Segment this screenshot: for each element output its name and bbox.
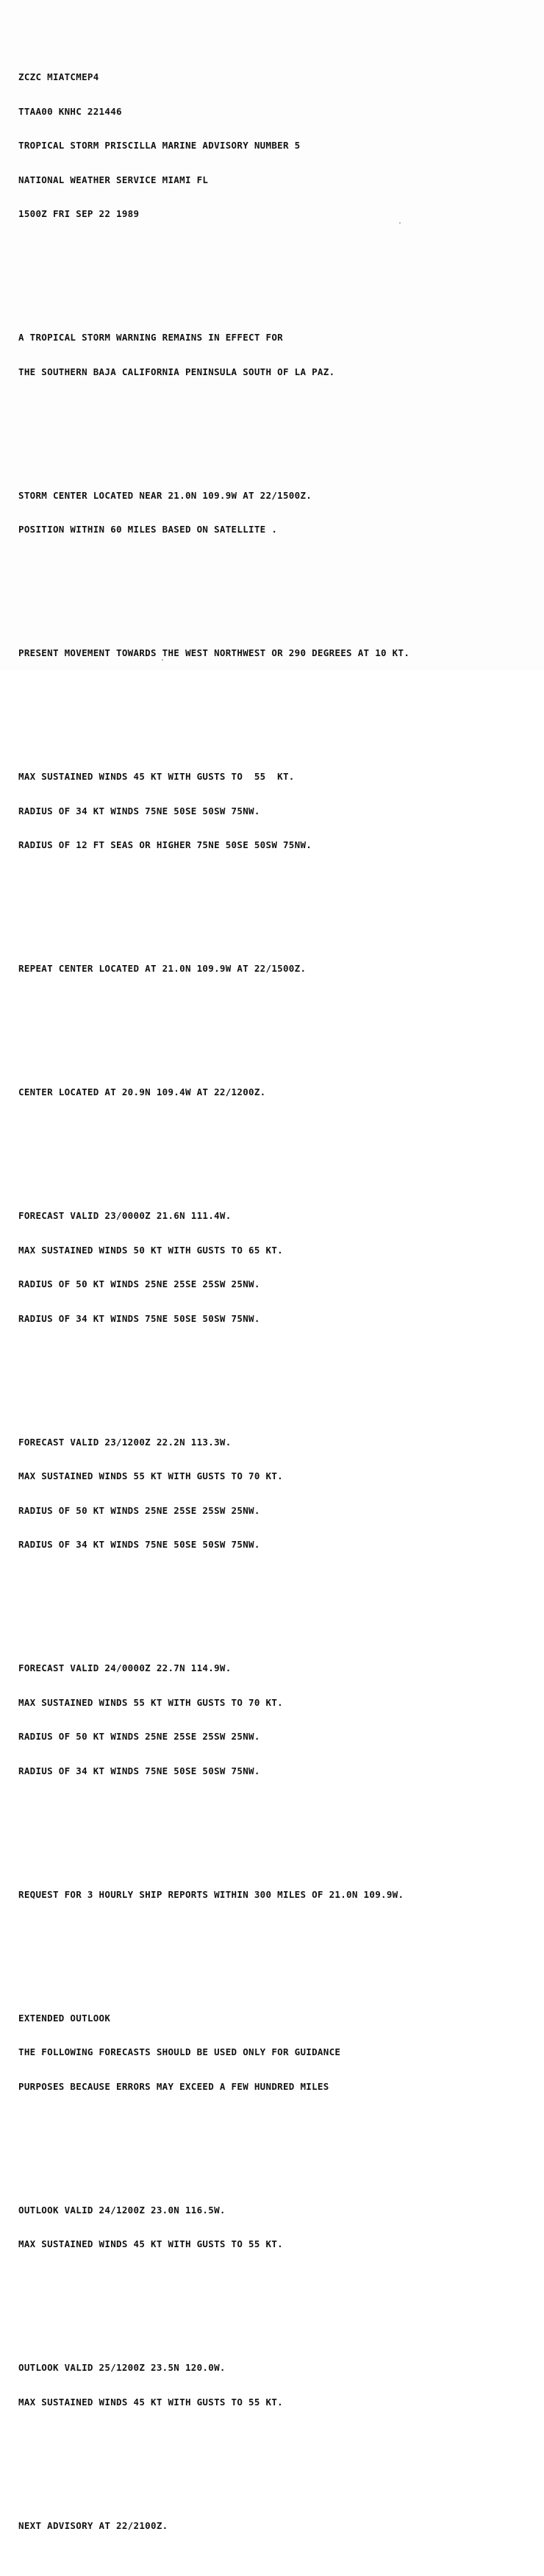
- header-line: NATIONAL WEATHER SERVICE MIAMI FL: [18, 174, 209, 185]
- extended-line: EXTENDED OUTLOOK: [18, 2012, 111, 2024]
- outlook-line: OUTLOOK VALID 25/1200Z 23.5N 120.0W.: [18, 2362, 226, 2373]
- forecast-line: FORECAST VALID 23/0000Z 21.6N 111.4W.: [18, 1210, 232, 1221]
- forecast-line: RADIUS OF 50 KT WINDS 25NE 25SE 25SW 25NW.: [18, 1278, 260, 1289]
- forecast-line: MAX SUSTAINED WINDS 50 KT WITH GUSTS TO 65 KT.: [18, 1244, 283, 1256]
- outlook-block-1: [18, 2182, 533, 2273]
- next-advisory-line: NEXT ADVISORY AT 22/2100Z.: [18, 2519, 168, 2531]
- header-line: TROPICAL STORM PRISCILLA MARINE ADVISORY NUMBER 5: [18, 140, 301, 151]
- forecast-line: FORECAST VALID 24/0000Z 22.7N 114.9W.: [18, 1662, 232, 1673]
- winds-line: RADIUS OF 34 KT WINDS 75NE 50SE 50SW 75NW.: [18, 805, 260, 816]
- warning-line: A TROPICAL STORM WARNING REMAINS IN EFFECT FOR: [18, 332, 283, 343]
- next-advisory-block: [18, 2498, 533, 2555]
- movement-block: [18, 625, 533, 682]
- movement-line: PRESENT MOVEMENT TOWARDS THE WEST NORTHWEST OR 290 DEGREES AT 10 KT.: [18, 647, 410, 658]
- winds-line: RADIUS OF 12 FT SEAS OR HIGHER 75NE 50SE 50SW 75NW.: [18, 839, 312, 850]
- forecast-line: FORECAST VALID 23/1200Z 22.2N 113.3W.: [18, 1436, 232, 1448]
- center-line: STORM CENTER LOCATED NEAR 21.0N 109.9W AT 22/1500Z.: [18, 489, 312, 501]
- header-line: 1500Z FRI SEP 22 1989: [18, 208, 140, 219]
- outlook-line: OUTLOOK VALID 24/1200Z 23.0N 116.5W.: [18, 2204, 226, 2216]
- forecast-line: RADIUS OF 34 KT WINDS 75NE 50SE 50SW 75NW.: [18, 1312, 260, 1324]
- center-line: POSITION WITHIN 60 MILES BASED ON SATELLITE .: [18, 524, 278, 535]
- repeat-block: [18, 941, 533, 997]
- outlook-line: MAX SUSTAINED WINDS 45 KT WITH GUSTS TO 55 KT.: [18, 2396, 283, 2408]
- repeat-line: REPEAT CENTER LOCATED AT 21.0N 109.9W AT 22/1500Z.: [18, 963, 307, 974]
- warning-line: THE SOUTHERN BAJA CALIFORNIA PENINSULA SOUTH OF LA PAZ.: [18, 366, 335, 377]
- header-block: [18, 49, 533, 243]
- prev-center-line: CENTER LOCATED AT 20.9N 109.4W AT 22/1200Z.: [18, 1086, 266, 1097]
- forecast-line: RADIUS OF 50 KT WINDS 25NE 25SE 25SW 25NW.: [18, 1731, 260, 1742]
- winds-block: [18, 749, 533, 874]
- winds-line: MAX SUSTAINED WINDS 45 KT WITH GUSTS TO 55 KT.: [18, 771, 295, 782]
- forecast-block-1: [18, 1188, 533, 1347]
- forecast-line: MAX SUSTAINED WINDS 55 KT WITH GUSTS TO 70 KT.: [18, 1696, 283, 1708]
- forecast-line: RADIUS OF 50 KT WINDS 25NE 25SE 25SW 25NW.: [18, 1504, 260, 1516]
- prev-center-block: [18, 1064, 533, 1121]
- scan-speck: [399, 222, 401, 224]
- forecast-line: MAX SUSTAINED WINDS 55 KT WITH GUSTS TO 70 KT.: [18, 1470, 283, 1481]
- extended-line: THE FOLLOWING FORECASTS SHOULD BE USED ONLY FOR GUIDANCE: [18, 2046, 341, 2057]
- warning-block: [18, 310, 533, 400]
- outlook-block-2: [18, 2340, 533, 2430]
- forecast-line: RADIUS OF 34 KT WINDS 75NE 50SE 50SW 75NW.: [18, 1765, 260, 1776]
- outlook-line: MAX SUSTAINED WINDS 45 KT WITH GUSTS TO 55 KT.: [18, 2238, 283, 2249]
- center-block: [18, 468, 533, 558]
- forecast-line: RADIUS OF 34 KT WINDS 75NE 50SE 50SW 75NW.: [18, 1539, 260, 1550]
- request-block: [18, 1867, 533, 1924]
- scan-speck: [162, 659, 163, 661]
- header-line: TTAA00 KNHC 221446: [18, 105, 122, 117]
- extended-line: PURPOSES BECAUSE ERRORS MAY EXCEED A FEW HUNDRED MILES: [18, 2080, 329, 2092]
- forecast-block-2: [18, 1415, 533, 1573]
- forecast-block-3: [18, 1640, 533, 1799]
- extended-outlook-block: [18, 1990, 533, 2116]
- header-line: ZCZC MIATCMEP4: [18, 71, 99, 82]
- request-line: REQUEST FOR 3 HOURLY SHIP REPORTS WITHIN 300 MILES OF 21.0N 109.9W.: [18, 1888, 404, 1900]
- advisory-text: [18, 16, 533, 2576]
